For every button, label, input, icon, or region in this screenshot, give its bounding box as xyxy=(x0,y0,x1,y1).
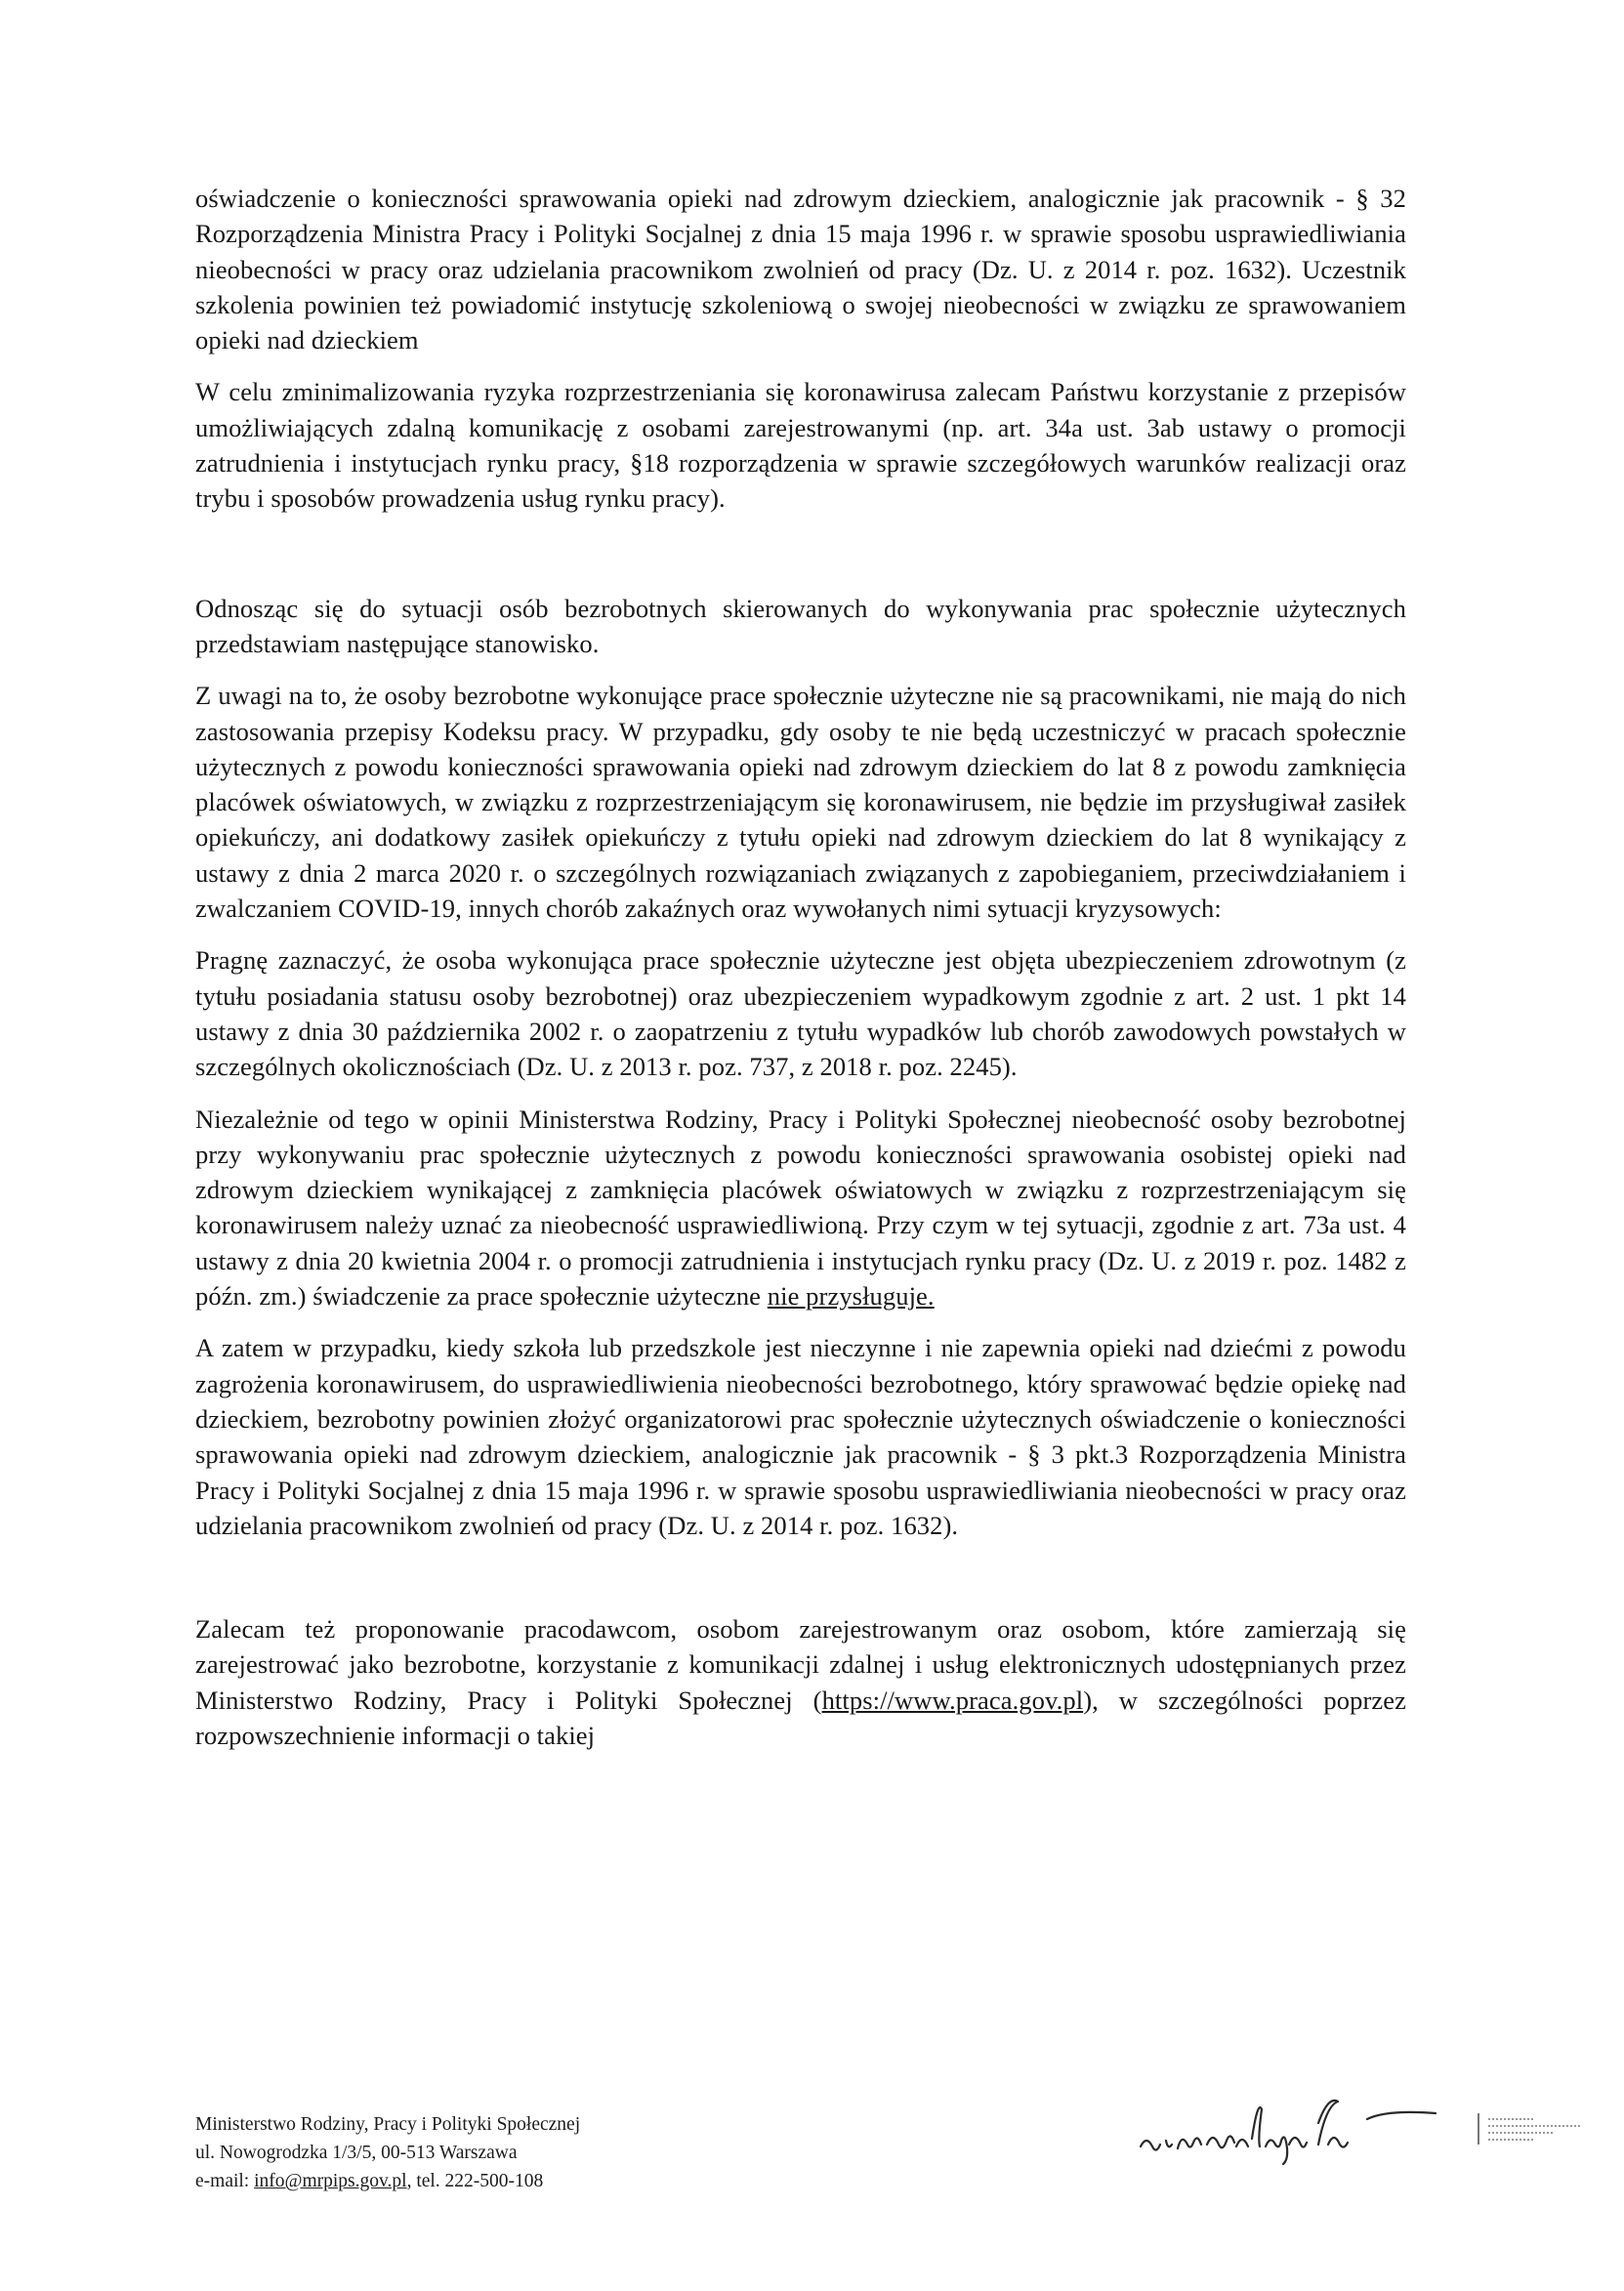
footer-email-prefix: e-mail: xyxy=(195,2171,255,2191)
footer-email-link[interactable]: info@mrpips.gov.pl xyxy=(254,2171,407,2191)
stamp-marks xyxy=(1475,2109,1592,2148)
paragraph-3: Odnosząc się do sytuacji osób bezrobotnych skierowanych do wykonywania prac społecznie użytecznych przedstawiam następujące stanowisko. xyxy=(195,593,1406,658)
footer-address xyxy=(195,2110,580,2195)
paragraph-8-tail: ), w szczególności poprzez rozpowszechnienie informacji o takiej xyxy=(195,1685,1406,1750)
paragraph-6 xyxy=(195,1102,1406,1314)
footer-phone: , tel. 222-500-108 xyxy=(406,2171,544,2191)
paragraph-7: A zatem w przypadku, kiedy szkoła lub przedszkole jest nieczynne i nie zapewnia opieki nad dziećmi z powodu zagrożenia koronawirusem, do usprawiedliwienia nieobecności bezrobotnego, który sprawować będzie opiekę nad dzieckiem, bezrobotny powinien złożyć organizatorowi prac społecznie użytecznych oświadczenie o konieczności sprawowania opieki nad zdrowym dzieckiem, analogicznie jak pracownik - § 3 pkt.3 Rozporządzenia Ministra Pracy i Polityki Socjalnej z dnia 15 maja 1996 r. w sprawie sposobu usprawiedliwiania nieobecności w pracy oraz udzielania pracownikom zwolnień od pracy (Dz. U. z 2014 r. poz. 1632). xyxy=(195,1333,1406,1540)
handwritten-signature xyxy=(1133,2090,1455,2168)
paragraph-6-text: Niezależnie od tego w opinii Ministerstwa Rodziny, Pracy i Polityki Społecznej nieobecność osoby bezrobotnej przy wykonywaniu prac społecznie użytecznych z powodu konieczności sprawowania osobistej opieki nad zdrowym dzieckiem wynikającej z zamknięcia placówek oświatowych w związku z rozprzestrzeniającym się koronawirusem należy uznać za nieobecność usprawiedliwioną. Przy czym w tej sytuacji, zgodnie z art. 73a ust. 4 ustawy z dnia 20 kwietnia 2004 r. o promocji zatrudnienia i instytucjach rynku pracy (Dz. U. z 2019 r. poz. 1482 z późn. zm.) świadczenie za prace społecznie użyteczne xyxy=(195,1104,1406,1312)
underlined-phrase: nie przysługuje. xyxy=(767,1281,935,1312)
document-body xyxy=(195,181,1406,1753)
paragraph-1: oświadczenie o konieczności sprawowania opieki nad zdrowym dzieckiem, analogicznie jak pracownik - § 32 Rozporządzenia Ministra Pracy i Polityki Socjalnej z dnia 15 maja 1996 r. w sprawie sposobu usprawiedliwiania nieobecności w pracy oraz udzielania pracownikom zwolnień od pracy (Dz. U. z 2014 r. poz. 1632). Uczestnik szkolenia powinien też powiadomić instytucję szkoleniową o swojej nieobecności w związku ze sprawowaniem opieki nad dzieckiem xyxy=(195,184,1406,355)
footer-ministry: Ministerstwo Rodziny, Pracy i Polityki Społecznej xyxy=(195,2114,581,2135)
paragraph-4: Z uwagi na to, że osoby bezrobotne wykonujące prace społecznie użyteczne nie są pracownikami, nie mają do nich zastosowania przepisy Kodeksu pracy. W przypadku, gdy osoby te nie będą uczestniczyć w pracach społecznie użytecznych z powodu konieczności sprawowania opieki nad zdrowym dzieckiem do lat 8 z powodu zamknięcia placówek oświatowych, w związku z rozprzestrzeniającym się koronawirusem, nie będzie im przysługiwał zasiłek opiekuńczy, ani dodatkowy zasiłek opiekuńczy z tytułu opieki nad zdrowym dzieckiem do lat 8 wynikający z ustawy z dnia 2 marca 2020 r. o szczególnych rozwiązaniach związanych z zapobieganiem, przeciwdziałaniem i zwalczaniem COVID-19, innych chorób zakaźnych oraz wywołanych nimi sytuacji kryzysowych: xyxy=(195,681,1406,924)
paragraph-8-text: Zalecam też proponowanie pracodawcom, osobom zarejestrowanym oraz osobom, które zamierzają się zarejestrować jako bezrobotne, korzystanie z komunikacji zdalnej i usług elektronicznych udostępnianych przez Ministerstwo Rodziny, Pracy i Polityki Społecznej ( xyxy=(195,1614,1406,1715)
footer-street: ul. Nowogrodzka 1/3/5, 00-513 Warszawa xyxy=(195,2143,518,2163)
paragraph-5: Pragnę zaznaczyć, że osoba wykonująca prace społecznie użyteczne jest objęta ubezpieczeniem zdrowotnym (z tytułu posiadania statusu osoby bezrobotnej) oraz ubezpieczeniem wypadkowym zgodnie z art. 2 ust. 1 pkt 14 ustawy z dnia 30 października 2002 r. o zaopatrzeniu z tytułu wypadków lub chorób zawodowych powstałych w szczególnych okolicznościach (Dz. U. z 2013 r. poz. 737, z 2018 r. poz. 2245). xyxy=(195,945,1406,1082)
praca-gov-link[interactable]: https://www.praca.gov.pl xyxy=(821,1685,1084,1715)
footer-contact xyxy=(195,2167,580,2195)
paragraph-8 xyxy=(195,1611,1406,1753)
paragraph-2: W celu zminimalizowania ryzyka rozprzestrzeniania się koronawirusa zalecam Państwu korzystanie z przepisów umożliwiających zdalną komunikację z osobami zarejestrowanymi (np. art. 34a ust. 3ab ustawy o promocji zatrudnienia i instytucjach rynku pracy, §18 rozporządzenia w sprawie szczegółowych warunków realizacji oraz trybu i sposobów prowadzenia usług rynku pracy). xyxy=(195,377,1406,514)
